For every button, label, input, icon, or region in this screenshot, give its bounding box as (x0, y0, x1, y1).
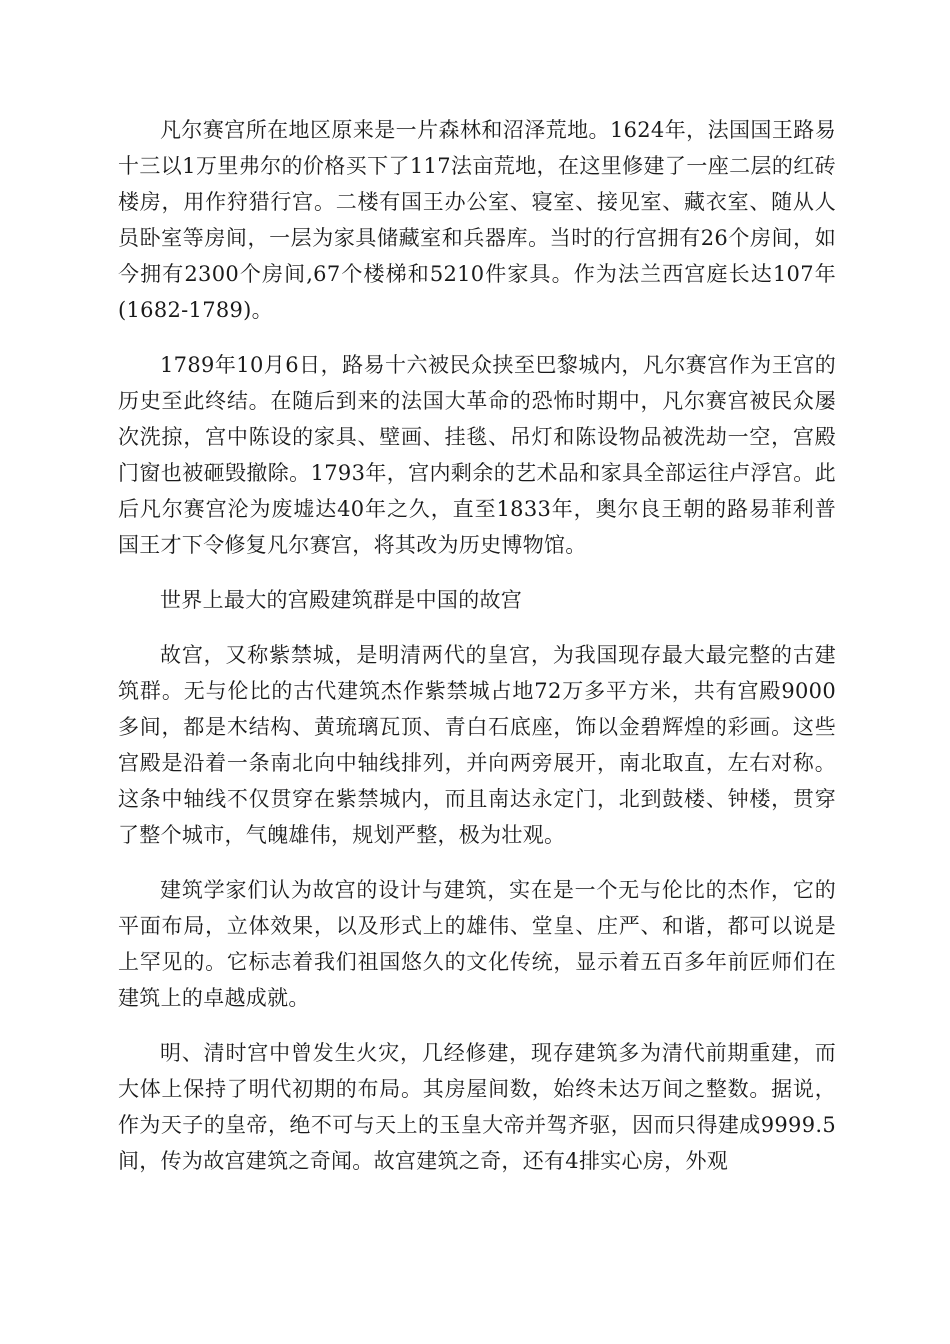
document-body (118, 112, 836, 1198)
paragraph-forbidden-city-overview: 故宫，又称紫禁城，是明清两代的皇宫，为我国现存最大最完整的古建筑群。无与伦比的古代建筑杰作紫禁城占地72万多平方米，共有宫殿9000多间，都是木结构、黄琉璃瓦顶、青白石底座，饰以金碧辉煌的彩画。这些宫殿是沿着一条南北向中轴线排列，并向两旁展开，南北取直，左右对称。这条中轴线不仅贯穿在紫禁城内，而且南达永定门，北到鼓楼、钟楼，贯穿了整个城市，气魄雄伟，规划严整，极为壮观。 (118, 643, 836, 847)
paragraph-forbidden-city-heading: 世界上最大的宫殿建筑群是中国的故宫 (160, 588, 523, 612)
paragraph-versailles-revolution: 1789年10月6日，路易十六被民众挟至巴黎城内，凡尔赛宫作为王宫的历史至此终结。在随后到来的法国大革命的恐怖时期中，凡尔赛宫被民众屡次洗掠，宫中陈设的家具、壁画、挂毯、吊灯和陈设物品被洗劫一空，宫殿门窗也被砸毁撤除。1793年，宫内剩余的艺术品和家具全部运往卢浮宫。此后凡尔赛宫沦为废墟达40年之久，直至1833年，奥尔良王朝的路易菲利普国王才下令修复凡尔赛宫，将其改为历史博物馆。 (118, 353, 836, 557)
paragraph-versailles-origin: 凡尔赛宫所在地区原来是一片森林和沼泽荒地。1624年，法国国王路易十三以1万里弗尔的价格买下了117法亩荒地，在这里修建了一座二层的红砖楼房，用作狩猎行宫。二楼有国王办公室、寝室、接见室、藏衣室、随从人员卧室等房间，一层为家具储藏室和兵器库。当时的行宫拥有26个房间，如今拥有2300个房间,67个楼梯和5210件家具。作为法兰西宫庭长达107年(1682-1789)。 (118, 118, 836, 322)
paragraph-architects-view: 建筑学家们认为故宫的设计与建筑，实在是一个无与伦比的杰作，它的平面布局，立体效果，以及形式上的雄伟、堂皇、庄严、和谐，都可以说是上罕见的。它标志着我们祖国悠久的文化传统，显示着五百多年前匠师们在建筑上的卓越成就。 (118, 878, 836, 1010)
paragraph-fire-and-rooms: 明、清时宫中曾发生火灾，几经修建，现存建筑多为清代前期重建，而大体上保持了明代初期的布局。其房屋间数，始终未达万间之整数。据说，作为天子的皇帝，绝不可与天上的玉皇大帝并驾齐驱，因而只得建成9999.5间，传为故宫建筑之奇闻。故宫建筑之奇，还有4排实心房，外观 (118, 1041, 836, 1173)
